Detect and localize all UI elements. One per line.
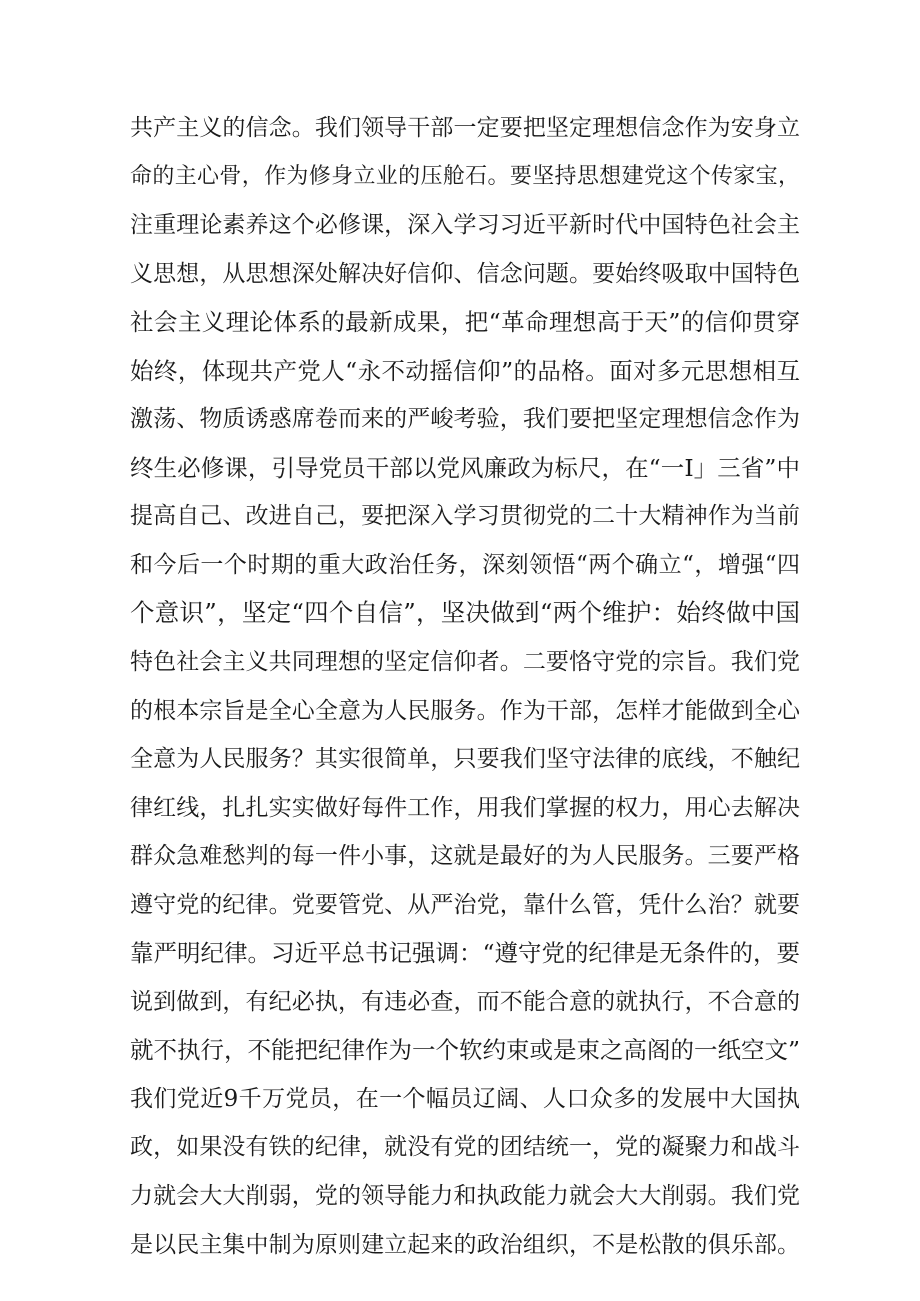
text-line: 义思想，从思想深处解决好信仰、信念问题。要始终吸取中国特色	[130, 260, 800, 287]
text-line: 说到做到，有纪必执，有违必查，而不能合意的就执行，不合意的	[130, 988, 800, 1015]
text-line: 特色社会主义共同理想的坚定信仰者。二要恪守党的宗旨。我们党	[130, 649, 800, 676]
text-line: 是以民主集中制为原则建立起来的政治组织，不是松散的俱乐部。	[130, 1231, 800, 1258]
text-line: 我们党近9千万党员，在一个幅员辽阔、人口众多的发展中大国执	[130, 1085, 800, 1112]
text-line: 律红线，扎扎实实做好每件工作，用我们掌握的权力，用心去解决	[130, 794, 800, 821]
text-line: 终生必修课，引导党员干部以党风廉政为标尺，在“一I」三省”中	[130, 453, 800, 482]
text-line: 和今后一个时期的重大政治任务，深刻领悟“两个确立“，增强“四	[130, 551, 800, 578]
text-line: 就不执行，不能把纪律作为一个软约束或是束之高阁的一纸空文”	[130, 1036, 800, 1065]
text-line: 社会主义理论体系的最新成果，把“革命理想高于天”的信仰贯穿	[130, 308, 800, 337]
text-line: 共产主义的信念。我们领导干部一定要把坚定理想信念作为安身立	[130, 115, 800, 141]
text-line: 命的主心骨，作为修身立业的压舱石。要坚持思想建党这个传家宝，	[130, 163, 800, 189]
text-line: 群众急难愁判的每一件小事，这就是最好的为人民服务。三要严格	[130, 843, 800, 870]
text-line: 力就会大大削弱，党的领导能力和执政能力就会大大削弱。我们党	[130, 1183, 800, 1210]
text-line: 激荡、物质诱惑席卷而来的严峻考验，我们要把坚定理想信念作为	[130, 406, 800, 433]
text-line: 提高自己、改进自己，要把深入学习贯彻党的二十大精神作为当前	[130, 503, 800, 530]
text-line: 遵守党的纪律。党要管党、从严治党，靠什么管，凭什么治？就要	[130, 891, 800, 918]
text-line: 全意为人民服务？其实很简单，只要我们坚守法律的底线，不触纪	[130, 746, 800, 773]
text-line: 个意识”，坚定“四个自信”，坚决做到“两个维护：始终做中国	[130, 598, 800, 628]
text-line: 始终，体现共产党人“永不动摇信仰”的品格。面对多元思想相互	[130, 356, 800, 385]
text-line: 靠严明纪律。习近平总书记强调：“遵守党的纪律是无条件的，要	[130, 939, 800, 968]
text-line: 的根本宗旨是全心全意为人民服务。作为干部，怎样才能做到全心	[130, 697, 800, 724]
body-paragraph	[130, 104, 800, 1269]
text-line: 政，如果没有铁的纪律，就没有党的团结统一，党的凝聚力和战斗	[130, 1134, 800, 1161]
text-line: 注重理论素养这个必修课，深入学习习近平新时代中国特色社会主	[130, 212, 800, 239]
